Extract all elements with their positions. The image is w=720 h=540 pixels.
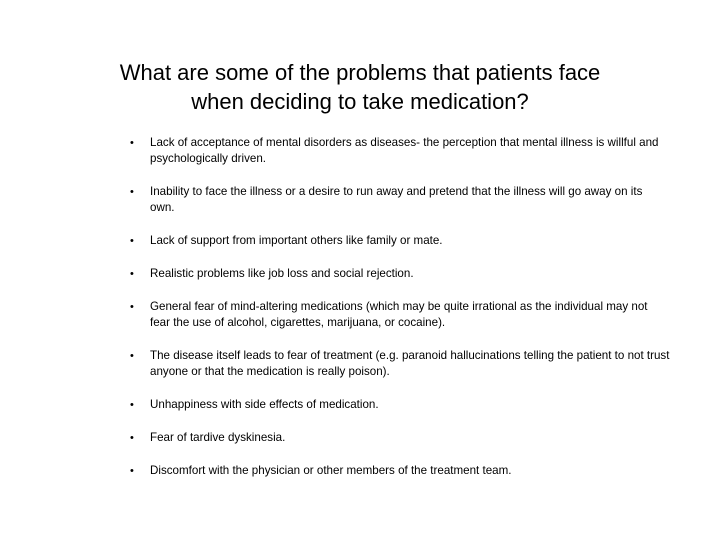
bullet-text: Lack of support from important others like family or mate. xyxy=(150,234,443,247)
bullet-marker: • xyxy=(130,350,134,362)
slide-title xyxy=(40,58,680,116)
bullet-text: Inability to face the illness or a desire to run away and pretend that the illness will go away on its own. xyxy=(150,185,643,214)
bullet-text: Unhappiness with side effects of medication. xyxy=(150,398,379,411)
bullet-marker: • xyxy=(130,186,134,198)
bullet-text: The disease itself leads to fear of treatment (e.g. paranoid hallucinations telling the patient to not trust anyone or that the medication is really poison). xyxy=(150,349,670,378)
bullet-text: Lack of acceptance of mental disorders as diseases- the perception that mental illness is willful and psychologically driven. xyxy=(150,136,659,165)
bullet-item-discomfort xyxy=(130,463,670,479)
bullet-item-tardive-dyskinesia xyxy=(130,430,670,446)
bullet-marker: • xyxy=(130,235,134,247)
slide-title-line-1: What are some of the problems that patients face xyxy=(119,60,601,85)
bullet-marker: • xyxy=(130,399,134,411)
bullet-marker: • xyxy=(130,137,134,149)
bullet-text: Discomfort with the physician or other members of the treatment team. xyxy=(150,464,512,477)
bullet-text: Fear of tardive dyskinesia. xyxy=(150,431,286,444)
bullet-item-realistic-problems xyxy=(130,266,670,282)
bullet-item-lack-of-support xyxy=(130,233,670,249)
bullet-marker: • xyxy=(130,268,134,280)
bullet-marker: • xyxy=(130,301,134,313)
bullet-item-disease-itself xyxy=(130,348,670,380)
bullet-list xyxy=(130,135,670,496)
bullet-item-inability-to-face xyxy=(130,184,670,216)
bullet-item-side-effects xyxy=(130,397,670,413)
bullet-text: General fear of mind-altering medications (which may be quite irrational as the individual may not fear the use of alcohol, cigarettes, marijuana, or cocaine). xyxy=(150,300,648,329)
bullet-item-lack-of-acceptance xyxy=(130,135,670,167)
bullet-item-general-fear xyxy=(130,299,670,331)
slide-title-line-2: when deciding to take medication? xyxy=(191,89,529,114)
bullet-marker: • xyxy=(130,465,134,477)
bullet-marker: • xyxy=(130,432,134,444)
bullet-text: Realistic problems like job loss and social rejection. xyxy=(150,267,414,280)
